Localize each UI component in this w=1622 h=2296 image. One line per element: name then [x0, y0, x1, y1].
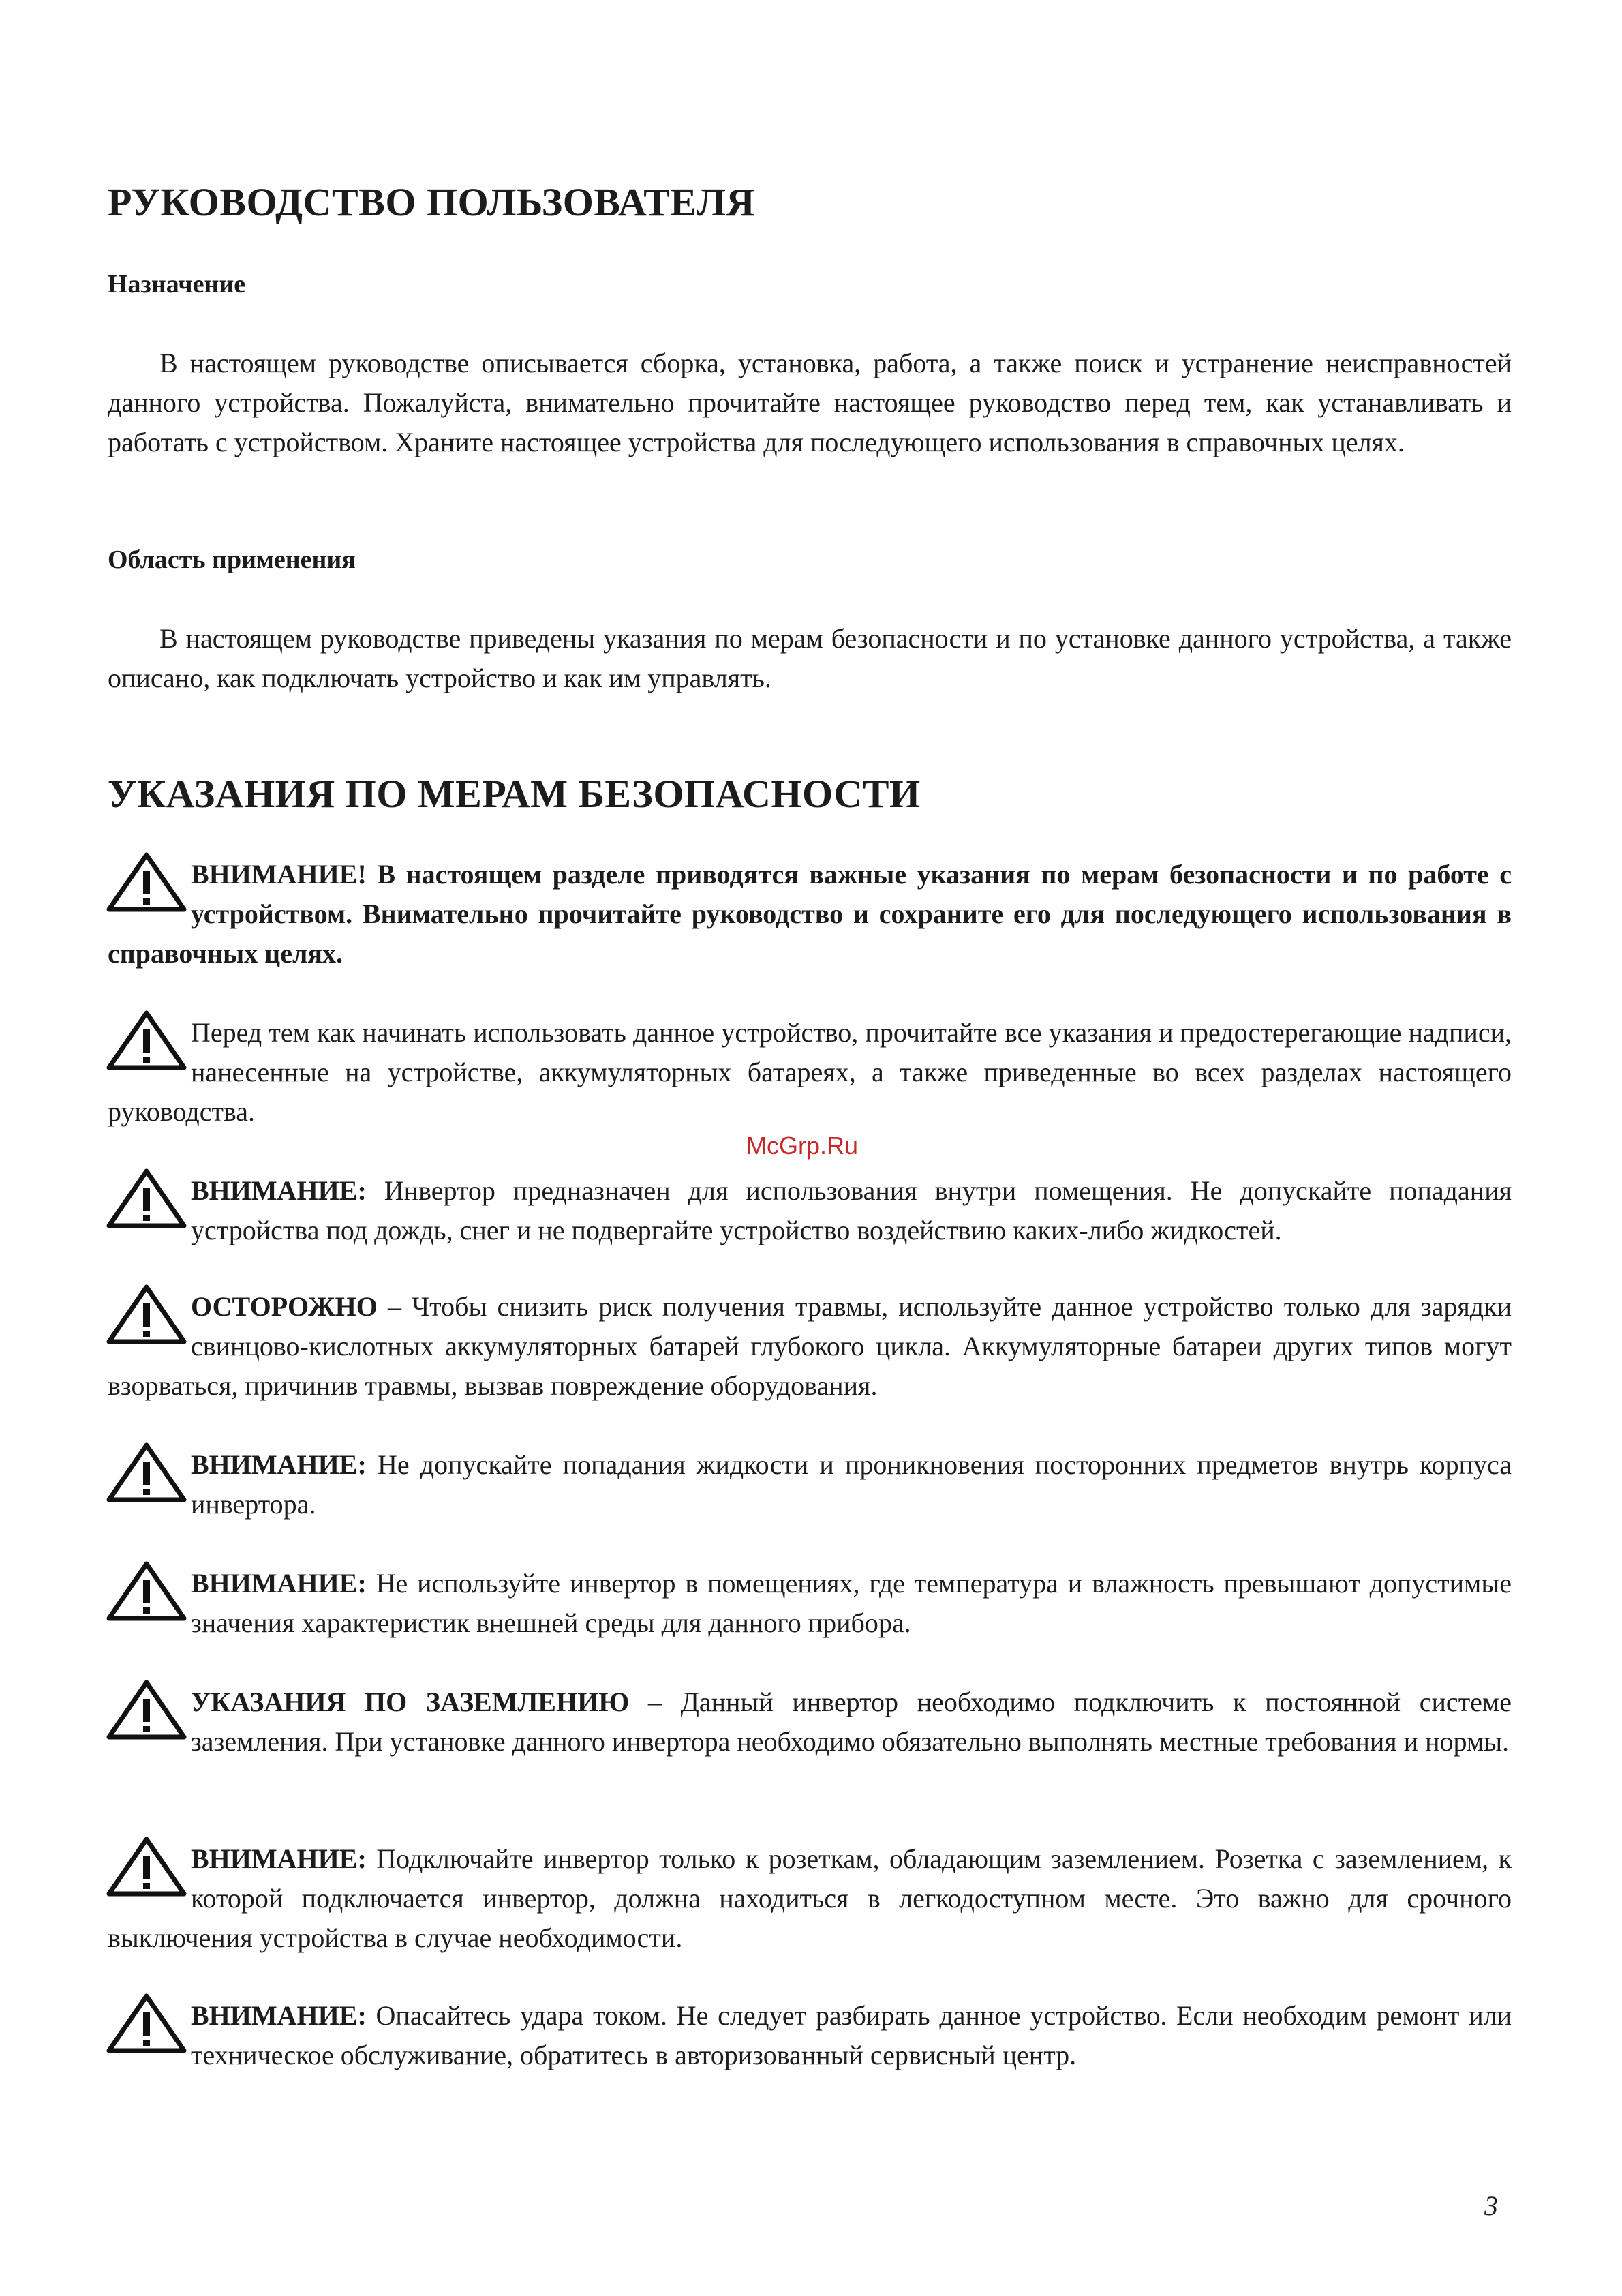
warning-text: Перед тем как начинать использовать данное устройство, прочитайте все указания и предостерегающие надписи, нанесенные на устройстве, аккумуляторных батареях, а также приведенные во всех разделах настоящего руководства. [108, 1017, 1512, 1127]
warning-triangle-icon [106, 1560, 187, 1621]
warning-triangle-icon [106, 1678, 187, 1740]
warning-triangle-icon [106, 851, 187, 912]
page-number: 3 [1484, 2190, 1498, 2221]
warning-text: ВНИМАНИЕ! В настоящем разделе приводятся важные указания по мерам безопасности и по работе с устройством. Внимательно прочитайте руководство и сохраните его для последующего использования в справочных целях. [108, 859, 1512, 969]
warning-triangle-icon [106, 1009, 187, 1070]
scope-paragraph: В настоящем руководстве приведены указания по мерам безопасности и по установке данного устройства, а также описано, как подключать устройство и как им управлять. [108, 623, 1512, 693]
warning-triangle-icon [106, 1441, 187, 1502]
purpose-paragraph: В настоящем руководстве описывается сборка, установка, работа, а также поиск и устранение неисправностей данного устройства. Пожалуйста, внимательно прочитайте настоящее руководство перед тем, как устанавливать и работать с устройством. Храните настоящее устройства для последующего использования в справочных целях. [108, 348, 1512, 457]
warning-triangle-icon [106, 1283, 187, 1344]
warning-triangle-icon [106, 1992, 187, 2053]
warning-block [108, 1287, 1512, 1406]
warning-block [108, 1682, 1512, 1762]
warning-text: Опасайтесь удара током. Не следует разбирать данное устройство. Если необходим ремонт или техническое обслуживание, обратитесь в авторизованный сервисный центр. [191, 2000, 1512, 2070]
warning-label: ОСТОРОЖНО [191, 1291, 378, 1322]
warning-triangle-icon [106, 1835, 187, 1897]
warning-block [108, 1996, 1512, 2075]
section-title-safety: УКАЗАНИЯ ПО МЕРАМ БЕЗОПАСНОСТИ [108, 772, 921, 816]
scope-heading: Область применения [108, 545, 356, 574]
warning-block [108, 1839, 1512, 1958]
warning-triangle-icon [106, 1167, 187, 1228]
warning-label: ВНИМАНИЕ: [191, 2000, 367, 2031]
warning-block [108, 855, 1512, 973]
warning-label: УКАЗАНИЯ ПО ЗАЗЕМЛЕНИЮ [191, 1687, 630, 1717]
warning-block [108, 1564, 1512, 1643]
warning-text: Не используйте инвертор в помещениях, где температура и влажность превышают допустимые значения характеристик внешней среды для данного прибора. [191, 1568, 1512, 1638]
section-title-user-guide: РУКОВОДСТВО ПОЛЬЗОВАТЕЛЯ [108, 180, 755, 224]
warning-text: Подключайте инвертор только к розеткам, обладающим заземлением. Розетка с заземлением, к которой подключается инвертор, должна находиться в легкодоступном месте. Это важно для срочного выключения устройства в случае необходимости. [108, 1843, 1512, 1953]
warning-label: ВНИМАНИЕ: [191, 1175, 367, 1206]
warning-label: ВНИМАНИЕ: [191, 1568, 367, 1599]
warning-block [108, 1171, 1512, 1250]
warning-text: – Чтобы снизить риск получения травмы, используйте данное устройство только для зарядки свинцово-кислотных аккумуляторных батарей глубокого цикла. Аккумуляторные батареи других типов могут взорваться, причинив травмы, вызвав повреждение оборудования. [108, 1291, 1512, 1401]
warning-text: – Данный инвертор необходимо подключить к постоянной системе заземления. При установке данного инвертора необходимо обязательно выполнять местные требования и нормы. [191, 1687, 1512, 1757]
warning-label: ВНИМАНИЕ: [191, 1843, 367, 1874]
warning-text: Инвертор предназначен для использования внутри помещения. Не допускайте попадания устройства под дождь, снег и не подвергайте устройство воздействию каких-либо жидкостей. [191, 1175, 1512, 1245]
warning-block [108, 1445, 1512, 1524]
watermark: McGrp.Ru [746, 1132, 859, 1160]
warning-label: ВНИМАНИЕ: [191, 1449, 367, 1480]
purpose-heading: Назначение [108, 270, 246, 299]
warning-block [108, 1013, 1512, 1132]
warning-text: Не допускайте попадания жидкости и проникновения посторонних предметов внутрь корпуса инвертора. [191, 1449, 1512, 1520]
